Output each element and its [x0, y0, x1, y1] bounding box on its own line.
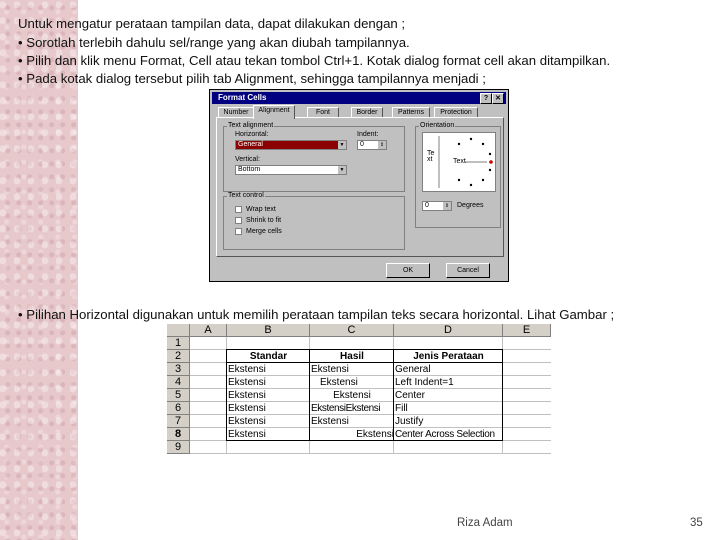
author-footer: Riza Adam — [457, 517, 513, 529]
tab-border[interactable]: Border — [351, 107, 383, 118]
tab-patterns[interactable]: Patterns — [392, 107, 430, 118]
cancel-button[interactable]: Cancel — [446, 263, 490, 278]
indent-label: Indent: — [357, 131, 379, 138]
alignment-panel — [216, 117, 504, 257]
cell-c8[interactable]: Ekstensi — [356, 429, 394, 440]
intro-text: Untuk mengatur perataan tampilan data, dapat dilakukan dengan ; — [18, 16, 406, 31]
bullet-format-menu: • Pilih dan klik menu Format, Cell atau tekan tombol Ctrl+1. Kotak dialog format cell akan ditampilkan. — [18, 53, 611, 68]
vertical-value: Bottom — [238, 166, 261, 173]
degrees-value: 0 — [425, 202, 429, 209]
gridline — [190, 453, 551, 454]
close-button[interactable]: ✕ — [492, 93, 504, 104]
text-alignment-label: Text alignment — [228, 122, 274, 129]
horizontal-value: General — [238, 141, 263, 148]
tab-protection[interactable]: Protection — [434, 107, 478, 118]
format-cells-dialog — [209, 89, 509, 282]
merge-cells-label: Merge cells — [246, 228, 282, 235]
indent-value: 0 — [360, 141, 364, 148]
wrap-text-label: Wrap text — [246, 206, 276, 213]
cell-c5[interactable]: Ekstensi — [333, 390, 371, 401]
row-header-7[interactable]: 7 — [167, 415, 190, 428]
cell-d3[interactable]: General — [395, 364, 431, 375]
header-hasil[interactable]: Hasil — [340, 351, 364, 362]
column-header-b[interactable]: B — [227, 324, 310, 337]
row-header-5[interactable]: 5 — [167, 389, 190, 402]
tab-number[interactable]: Number — [218, 107, 254, 118]
vertical-label: Vertical: — [235, 156, 260, 163]
bullet-select-range: • Sorotlah terlebih dahulu sel/range yang akan diubah tampilannya. — [18, 35, 410, 50]
header-jenis-perataan[interactable]: Jenis Perataan — [413, 351, 484, 362]
cell-d5[interactable]: Center — [395, 390, 426, 401]
select-all-corner[interactable] — [167, 324, 190, 337]
row-header-4[interactable]: 4 — [167, 376, 190, 389]
degrees-label: Degrees — [457, 202, 484, 209]
cell-c6[interactable]: EkstensiEkstensi — [311, 403, 381, 414]
help-button[interactable]: ? — [480, 93, 492, 104]
cell-c3[interactable]: Ekstensi — [311, 364, 349, 375]
column-header-c[interactable]: C — [310, 324, 394, 337]
chevron-down-icon: ▼ — [339, 142, 345, 148]
cell-d8[interactable]: Center Across Selection — [395, 429, 495, 440]
row-header-9[interactable]: 9 — [167, 441, 190, 454]
bullet-alignment-tab: • Pada kotak dialog tersebut pilih tab Alignment, sehingga tampilannya menjadi ; — [18, 71, 486, 86]
degrees-spinner[interactable] — [422, 201, 452, 211]
wrap-text-checkbox[interactable] — [235, 206, 242, 213]
shrink-to-fit-label: Shrink to fit — [246, 217, 282, 224]
indent-spinner[interactable] — [357, 140, 387, 150]
orientation-label: Orientation — [420, 122, 455, 129]
dialog-title-bar — [212, 92, 506, 104]
page-number: 35 — [690, 517, 703, 529]
cell-b5[interactable]: Ekstensi — [228, 390, 266, 401]
cell-d6[interactable]: Fill — [395, 403, 408, 414]
cell-b6[interactable]: Ekstensi — [228, 403, 266, 414]
merge-cells-checkbox[interactable] — [235, 228, 242, 235]
text-control-label: Text control — [228, 192, 264, 199]
row-header-6[interactable]: 6 — [167, 402, 190, 415]
vertical-select[interactable] — [235, 165, 347, 175]
row-header-1[interactable]: 1 — [167, 337, 190, 350]
ok-button[interactable]: OK — [386, 263, 430, 278]
spin-icon: ⇕ — [379, 142, 385, 148]
chevron-down-icon: ▼ — [339, 167, 345, 173]
vertical-text-preview: Text — [427, 150, 435, 163]
horizontal-label: Horizontal: — [235, 131, 269, 138]
cell-b8[interactable]: Ekstensi — [228, 429, 266, 440]
shrink-to-fit-checkbox[interactable] — [235, 217, 242, 224]
cell-c7[interactable]: Ekstensi — [311, 416, 349, 427]
bullet-horizontal-option: • Pilihan Horizontal digunakan untuk memilih perataan tampilan teks secara horizontal. Lihat Gambar ; — [18, 307, 615, 322]
row-header-3[interactable]: 3 — [167, 363, 190, 376]
cell-b7[interactable]: Ekstensi — [228, 416, 266, 427]
column-header-a[interactable]: A — [190, 324, 227, 337]
header-standar[interactable]: Standar — [249, 351, 288, 362]
row-header-8[interactable]: 8 — [167, 428, 190, 441]
cell-d4[interactable]: Left Indent=1 — [395, 377, 454, 388]
column-header-e[interactable]: E — [503, 324, 551, 337]
cell-c4[interactable]: Ekstensi — [320, 377, 358, 388]
cell-b4[interactable]: Ekstensi — [228, 377, 266, 388]
column-header-d[interactable]: D — [394, 324, 503, 337]
tab-alignment[interactable]: Alignment — [253, 105, 295, 119]
spreadsheet-example — [167, 324, 551, 454]
cell-d7[interactable]: Justify — [395, 416, 424, 427]
row-header-2[interactable]: 2 — [167, 350, 190, 363]
cell-b3[interactable]: Ekstensi — [228, 364, 266, 375]
horizontal-select[interactable] — [235, 140, 347, 150]
orientation-text-preview: Text — [453, 158, 466, 165]
spin-icon: ⇕ — [444, 203, 450, 209]
tab-font[interactable]: Font — [307, 107, 339, 118]
dialog-title: Format Cells — [218, 93, 267, 102]
orientation-dial[interactable] — [422, 132, 496, 192]
